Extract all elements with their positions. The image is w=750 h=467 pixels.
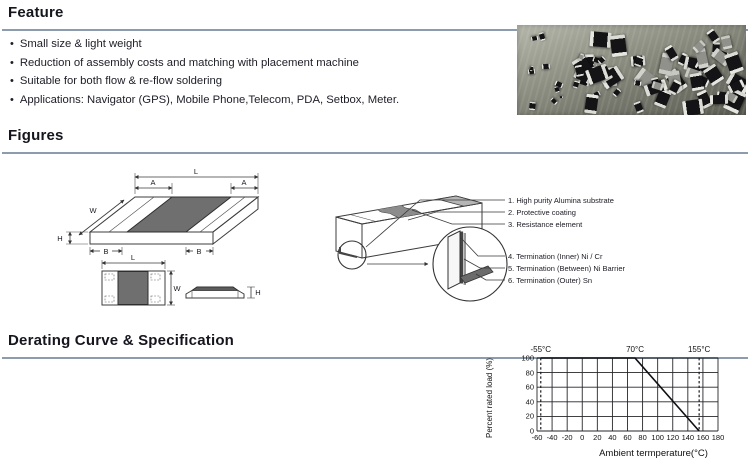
figure-construction-cutaway xyxy=(336,196,625,301)
feature-section-title: Feature xyxy=(8,4,64,21)
resistance-element-top xyxy=(118,272,148,305)
figures-diagrams xyxy=(0,163,750,335)
y-axis-tick-label: 40 xyxy=(525,397,534,407)
x-axis-tick-label: 0 xyxy=(580,433,585,442)
magnifier-large-circle xyxy=(433,227,507,301)
x-axis-tick-label: 20 xyxy=(593,433,602,442)
construction-label: 6. Termination (Outer) Sn xyxy=(508,276,593,285)
dim-label-A: A xyxy=(241,178,247,187)
resistance-element-face xyxy=(127,197,231,232)
chip-resistor xyxy=(610,34,628,57)
chip-resistor xyxy=(709,94,727,104)
feature-bullet-item: • Small size & light weight xyxy=(10,38,399,51)
chip-resistors-photo xyxy=(517,25,746,115)
x-axis-tick-label: 80 xyxy=(638,433,647,442)
x-axis-tick-label: 40 xyxy=(608,433,617,442)
derating-section-title: Derating Curve & Specification xyxy=(8,332,235,349)
chip-resistor xyxy=(589,31,612,48)
y-axis-tick-label: 80 xyxy=(525,368,534,378)
dim-label-H: H xyxy=(57,234,63,243)
x-axis-tick-label: 120 xyxy=(666,433,680,442)
x-axis-tick-label: 140 xyxy=(681,433,695,442)
dim-label-H: H xyxy=(255,288,261,297)
top-axis-label: 70°C xyxy=(626,345,644,354)
chip-resistor xyxy=(634,80,642,86)
derating-curve-chart xyxy=(482,339,750,467)
top-axis-label: -55°C xyxy=(530,345,552,354)
dim-label-L: L xyxy=(193,167,199,176)
x-axis-tick-label: -60 xyxy=(531,433,543,442)
figures-section-title: Figures xyxy=(8,127,64,144)
y-axis-tick-label: 60 xyxy=(525,382,534,392)
top-axis-label: 155°C xyxy=(687,345,711,354)
y-axis-tick-label: 20 xyxy=(525,411,534,421)
dim-label-B: B xyxy=(103,247,109,256)
derating-plot-area xyxy=(537,358,718,431)
construction-label: 1. High purity Alumina substrate xyxy=(508,196,614,205)
y-axis-tick-label: 100 xyxy=(521,353,534,363)
figure-isometric-chip xyxy=(57,167,258,256)
dim-label-A: A xyxy=(150,178,156,187)
dim-label-W: W xyxy=(89,206,97,215)
construction-label: 2. Protective coating xyxy=(508,208,576,217)
x-axis-tick-label: -40 xyxy=(546,433,558,442)
x-axis-tick-label: 60 xyxy=(623,433,632,442)
construction-label: 3. Resistance element xyxy=(508,220,583,229)
coating-side xyxy=(192,287,238,291)
series-rated-load-derating xyxy=(541,358,699,431)
x-axis-tick-label: 160 xyxy=(696,433,710,442)
x-axis-tick-label: -20 xyxy=(561,433,573,442)
chip-resistor xyxy=(682,98,704,115)
chip-resistor xyxy=(559,96,563,98)
y-axis-title: Percent rated load (%) xyxy=(485,357,494,439)
chip-resistor xyxy=(541,63,549,69)
feature-bullet-item: • Reduction of assembly costs and matching with placement machine xyxy=(10,57,399,70)
feature-bullet-item: • Suitable for both flow & re-flow soldering xyxy=(10,75,399,88)
x-axis-tick-label: 100 xyxy=(651,433,664,442)
dim-label-W: W xyxy=(173,284,181,293)
dim-label-L: L xyxy=(130,253,136,262)
dim-label-B: B xyxy=(196,247,202,256)
feature-bullet-list xyxy=(10,38,399,112)
x-axis-title: Ambient termperature(°C) xyxy=(599,448,708,459)
y-axis-tick-label: 0 xyxy=(529,426,534,436)
construction-label: 5. Termination (Between) Ni Barrier xyxy=(508,264,625,273)
figure-side-view xyxy=(186,287,261,298)
figures-section-divider xyxy=(2,152,748,154)
feature-bullet-item: • Applications: Navigator (GPS), Mobile Phone,Telecom, PDA, Setbox, Meter. xyxy=(10,94,399,107)
substrate-cross-section xyxy=(448,231,460,289)
x-axis-tick-label: 180 xyxy=(711,433,725,442)
chip-resistor xyxy=(529,101,535,110)
figure-top-view xyxy=(102,253,181,305)
chip-resistor xyxy=(530,35,538,41)
construction-label: 4. Termination (Inner) Ni / Cr xyxy=(508,252,603,261)
